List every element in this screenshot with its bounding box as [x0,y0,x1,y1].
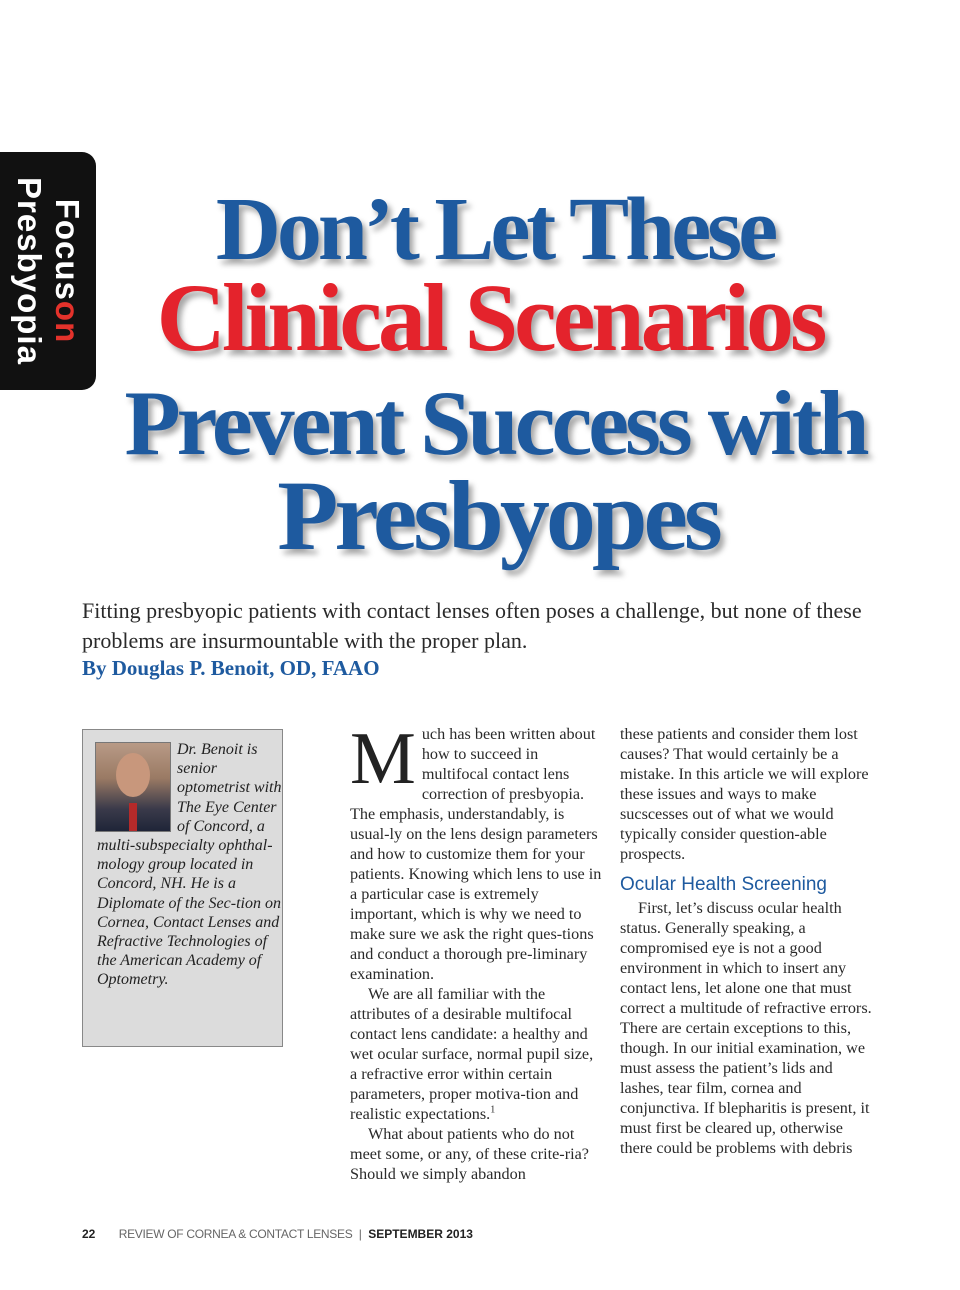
article-deck: Fitting presbyopic patients with contact lenses often poses a challenge, but none of these problems are insurmountable with the proper plan. [82,598,862,653]
article-column-2 [620,724,876,1158]
author-bio-text-wrap [97,740,282,990]
headline-line-2: Clinical Scenarios [156,264,824,371]
paragraph-4: First, let’s discuss ocular health status. Generally speaking, a compromised eye is not a good environment in which to insert any contact lens, let alone one that must correct a multitude of refractive errors. There are certain exceptions to this, though. In our initial examination, we must assess the patient’s lids and lashes, tear film, cornea and conjunctiva. If blepharitis is present, it must first be cleared up, otherwise there could be problems with debris [620,899,872,1157]
paragraph-3-continued: these patients and consider them lost causes? That would certainly be a mistake. In this article we will explore these issues and ways to make sucscesses out of what we would typically consider question-able prospects. [620,725,869,863]
headline-line-1: Don’t Let These [215,180,775,279]
drop-cap: M [350,718,416,800]
tab-focus-text: Focus [49,198,86,301]
article-column-1 [350,718,602,1184]
headline-line-4: Presbyopes [277,460,719,571]
reference-marker: 1 [490,1104,496,1116]
tab-on-text: on [49,300,86,344]
paragraph-3: What about patients who do not meet some, or any, of these crite-ria? Should we simply abandon [350,1125,589,1183]
headline-line-3: Prevent Success with [124,372,866,474]
section-heading: Ocular Health Screening [620,874,827,895]
footer-separator: | [358,1227,362,1241]
author-bio-box [82,729,283,1047]
page-footer [82,1227,473,1241]
tab-presbyopia-text: Presbyopia [11,177,48,365]
paragraph-1 [350,718,602,984]
page-number: 22 [82,1227,96,1241]
issue-date: SEPTEMBER 2013 [368,1227,473,1241]
paragraph-1-text: uch has been written about how to succeed in multifocal contact lens correction of presbyopia. The emphasis, understandably, is usual-ly on the lens design parameters and how to customize them for your patients. Knowing which lens to use in a particular case is extremely important, which is why we need to make sure we ask the right ques-tions and conduct a thorough pre-liminary examination. [350,725,602,983]
paragraph-2 [350,984,602,1124]
author-bio-text: Dr. Benoit is senior optometrist with The Eye Center of Concord, a multi-subspecialty ophthal-mology group located in Concord, NH. He is a Diplomate of the Sec-tion on Cornea, Contact Lenses and Refractive Technologies of the American Academy of Optometry. [97,741,282,989]
paragraph-2-text: We are all familiar with the attributes of a desirable multifocal contact lens candidate: a healthy and wet ocular surface, normal pupil size, a refractive error within certain parameters, proper motiva-tion and realistic expectations. [350,985,594,1123]
publication-name: REVIEW OF CORNEA & CONTACT LENSES [118,1227,353,1241]
author-byline: By Douglas P. Benoit, OD, FAAO [82,656,380,680]
